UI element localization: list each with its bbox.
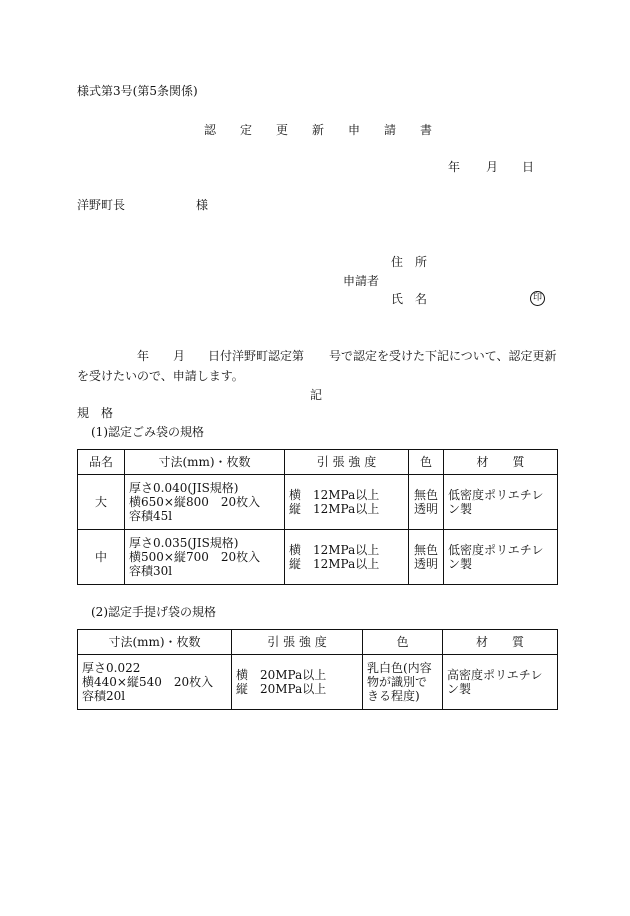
header-size: 寸法(mm)・枚数 [125,450,285,475]
header-color: 色 [363,630,443,655]
seal-mark: 印 [530,291,545,306]
section1-heading: (1)認定ごみ袋の規格 [91,425,204,439]
shopping-bag-spec-table [77,629,558,710]
addressee-name: 洋野町長 [77,198,126,212]
row-material: 低密度ポリエチレン製 [444,475,558,530]
garbage-bag-spec-table [77,449,558,585]
date-year: 年 [448,160,461,174]
row-strength [285,530,409,585]
size-thickness: 厚さ0.022 [82,661,141,675]
applicant-label: 申請者 [343,274,380,288]
table-header-row [78,450,558,475]
body-tail: 号で認定を受けた下記について、認定更新 [329,349,557,363]
color-line1: 無色 [413,543,438,557]
date-month: 月 [486,160,499,174]
row-name: 中 [78,530,125,585]
color-line1: 無色 [413,488,438,502]
body-mid: 日付洋野町認定第 [208,349,305,363]
strength-vertical: 縦 20MPa以上 [236,682,327,696]
size-thickness: 厚さ0.035(JIS規格) [129,536,239,550]
document-title: 認定更新申請書 [204,123,457,137]
header-material: 材 質 [443,630,558,655]
row-size [78,655,232,710]
date-day: 日 [522,160,535,174]
strength-horizontal: 横 12MPa以上 [289,543,380,557]
row-strength [285,475,409,530]
size-volume: 容積45l [129,509,173,523]
ki-mark: 記 [310,388,323,402]
body-year: 年 [137,349,150,363]
address-label: 住 所 [391,255,428,269]
table-row [78,655,558,710]
size-dimensions: 横440×縦540 20枚入 [82,675,214,689]
color-line2: 透明 [413,502,438,516]
size-dimensions: 横500×縦700 20枚入 [129,550,261,564]
header-strength: 引 張 強 度 [232,630,363,655]
strength-horizontal: 横 12MPa以上 [289,488,380,502]
spec-heading: 規 格 [77,406,114,420]
addressee-honorific: 様 [196,198,209,212]
table-header-row [78,630,558,655]
size-volume: 容積20l [82,689,126,703]
header-strength: 引 張 強 度 [285,450,409,475]
row-size [125,530,285,585]
row-color: 乳白色(内容物が識別できる程度) [363,655,443,710]
body-month: 月 [173,349,186,363]
row-color [409,530,444,585]
section2-heading: (2)認定手提げ袋の規格 [91,605,216,619]
row-material: 高密度ポリエチレン製 [443,655,558,710]
size-thickness: 厚さ0.040(JIS規格) [129,481,239,495]
strength-horizontal: 横 20MPa以上 [236,668,327,682]
header-color: 色 [409,450,444,475]
body-line2: を受けたいので、申請します。 [77,369,244,383]
strength-vertical: 縦 12MPa以上 [289,502,380,516]
table-row [78,530,558,585]
header-name: 品名 [78,450,125,475]
form-label: 様式第3号(第5条関係) [77,84,198,98]
header-size: 寸法(mm)・枚数 [78,630,232,655]
row-strength [232,655,363,710]
row-size [125,475,285,530]
name-label: 氏 名 [391,292,428,306]
header-material: 材 質 [444,450,558,475]
color-line2: 透明 [413,557,438,571]
row-color [409,475,444,530]
size-volume: 容積30l [129,564,173,578]
row-name: 大 [78,475,125,530]
strength-vertical: 縦 12MPa以上 [289,557,380,571]
size-dimensions: 横650×縦800 20枚入 [129,495,261,509]
table-row [78,475,558,530]
row-material: 低密度ポリエチレン製 [444,530,558,585]
